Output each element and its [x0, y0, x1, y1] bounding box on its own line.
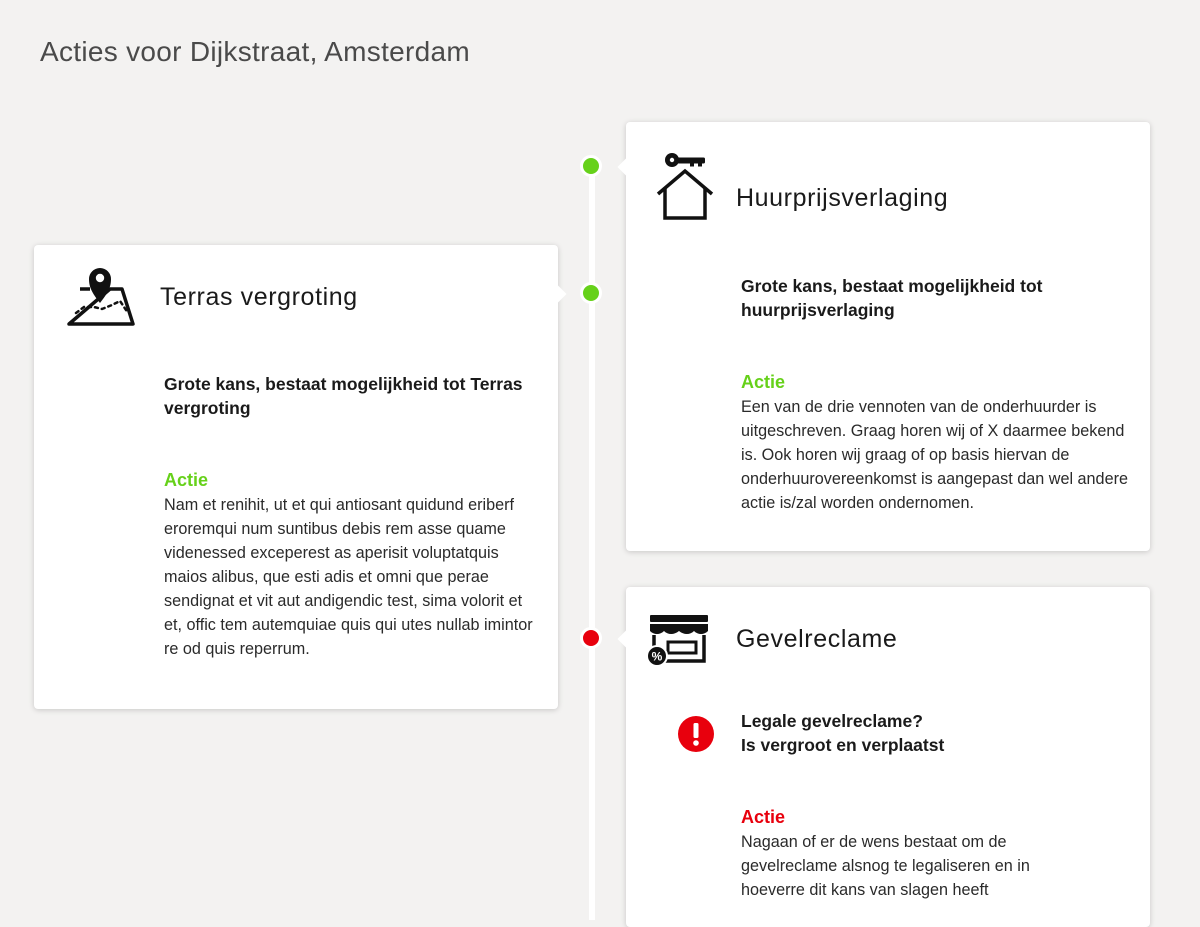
- card-title: Terras vergroting: [160, 283, 358, 311]
- action-text: Een van de drie vennoten van de onderhuurder is uitgeschreven. Graag horen wij of X daarmee bekend is. Ook horen wij graag of op basis hiervan de onderhuurovereenkomst is aangepast dan wel andere actie is/zal worden ondernomen.: [741, 398, 1128, 512]
- action-label: Actie: [741, 807, 786, 827]
- page-title: Acties voor Dijkstraat, Amsterdam: [40, 36, 471, 67]
- card-terras-vergroting: [34, 245, 558, 709]
- card-gevelreclame: [626, 587, 1150, 927]
- card-subtitle: Grote kans, bestaat mogelijkheid tot huurprijsverlaging: [741, 276, 1043, 320]
- card-pointer: [618, 159, 635, 176]
- storefront-discount-icon: [646, 613, 712, 674]
- map-pin-icon: [66, 263, 136, 332]
- card-title: Gevelreclame: [736, 625, 898, 653]
- action-text: Nagaan of er de wens bestaat om de gevelreclame alsnog te legaliseren en in hoeverre dit kans van slagen heeft: [741, 833, 1030, 899]
- action-label: Actie: [164, 470, 209, 490]
- card-huurprijsverlaging: [626, 122, 1150, 551]
- action-label: Actie: [741, 372, 786, 392]
- card-subtitle: Legale gevelreclame? Is vergroot en verplaatst: [741, 711, 945, 755]
- timeline-dot-terras-vergroting: [580, 282, 602, 304]
- exclamation-circle-icon: [677, 715, 715, 758]
- timeline-dot-huurprijsverlaging: [580, 155, 602, 177]
- card-pointer: [618, 631, 635, 648]
- card-subtitle: Grote kans, bestaat mogelijkheid tot Terras vergroting: [164, 374, 523, 418]
- svg-text:%: %: [651, 649, 663, 664]
- timeline-dot-gevelreclame: [580, 627, 602, 649]
- timeline-line: [589, 160, 595, 920]
- card-pointer: [550, 286, 567, 303]
- card-title: Huurprijsverlaging: [736, 184, 949, 212]
- action-text: Nam et renihit, ut et qui antiosant quidund eriberf eroremqui num suntibus debis rem asse quame videnessed exceperest as aperisit voluptatquis maios alibus, que esti adis et omni que perae sendignat et vit aut andigendic test, sima volorit et et, offic tem autemquiae quis qui utes nullab imintor re od quis reperrum.: [164, 496, 533, 658]
- house-key-icon: [656, 150, 716, 227]
